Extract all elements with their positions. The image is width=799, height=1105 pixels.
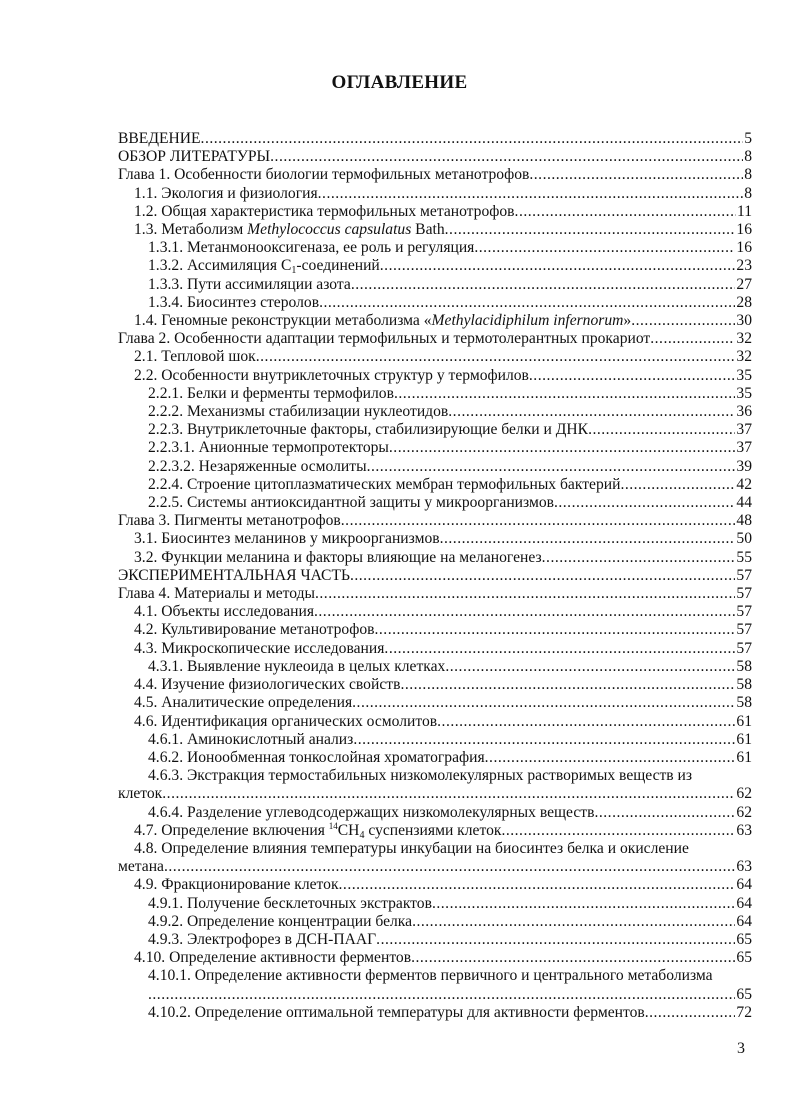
- dot-leader: [448, 403, 735, 421]
- toc-entry[interactable]: [118, 494, 752, 512]
- dot-leader: [339, 876, 736, 894]
- toc-entry[interactable]: [118, 312, 752, 330]
- toc-entry[interactable]: [118, 130, 752, 148]
- toc-entry-title: [134, 840, 689, 858]
- toc-title-segment: 4.1. Объекты исследования: [134, 603, 314, 621]
- toc-page-number: 65: [736, 985, 752, 1003]
- toc-entry[interactable]: [118, 458, 752, 476]
- table-of-contents: [118, 130, 752, 1022]
- dot-leader: [256, 348, 736, 366]
- toc-entry-title: [134, 713, 437, 731]
- toc-entry[interactable]: [118, 876, 752, 894]
- toc-title-segment: ВВЕДЕНИЕ: [118, 130, 201, 147]
- page-number: 3: [737, 1040, 745, 1057]
- toc-entry-title: [134, 621, 375, 639]
- toc-entry[interactable]: [118, 439, 752, 457]
- toc-title-segment: 1.3.4. Биосинтез стеролов: [148, 293, 320, 311]
- toc-line: [118, 1004, 752, 1022]
- toc-entry-title: [118, 330, 650, 348]
- toc-title-segment: -соединений: [296, 257, 380, 275]
- toc-entry-title: [148, 439, 389, 457]
- dot-leader: [445, 658, 735, 676]
- toc-page-number: 8: [744, 166, 752, 184]
- toc-entry-title: [134, 348, 256, 366]
- toc-line: [118, 203, 752, 221]
- toc-entry-title: [118, 585, 315, 603]
- toc-entry-title: [148, 731, 353, 749]
- dot-leader: [554, 494, 735, 512]
- toc-line: [118, 713, 752, 731]
- toc-entry-title-continuation: клеток: [118, 785, 163, 803]
- dot-leader: [631, 312, 735, 330]
- toc-page-number: 32: [736, 348, 752, 366]
- dot-leader: [440, 530, 736, 548]
- toc-line: [118, 895, 752, 913]
- toc-entry-title: [148, 458, 367, 476]
- toc-page-number: 61: [736, 748, 752, 766]
- toc-line: [118, 403, 752, 421]
- toc-title-segment: 1.2. Общая характеристика термофильных метанотрофов: [134, 202, 515, 220]
- toc-entry-title: [134, 203, 515, 221]
- toc-line: [118, 913, 752, 931]
- dot-leader: [351, 276, 736, 294]
- toc-line: [118, 731, 752, 749]
- dot-leader: [474, 239, 735, 257]
- toc-entry[interactable]: [118, 749, 752, 767]
- toc-title-segment: 1.3.3. Пути ассимиляции азота: [148, 275, 351, 293]
- toc-entry-title: [148, 913, 412, 931]
- toc-page-number: 58: [736, 676, 752, 694]
- toc-page-number: 64: [736, 912, 752, 930]
- dot-leader: [432, 895, 735, 913]
- toc-title-segment: СН: [337, 821, 360, 839]
- toc-title-segment: 4.3.1. Выявление нуклеоида в целых клетках: [148, 657, 446, 675]
- toc-line: [118, 549, 752, 567]
- toc-title-segment: 4.9.3. Электрофорез в ДСН-ПААГ: [148, 930, 377, 948]
- toc-line: [118, 330, 752, 348]
- toc-entry-title: [134, 676, 400, 694]
- toc-entry[interactable]: [118, 713, 752, 731]
- toc-title-segment: ОБЗОР ЛИТЕРАТУРЫ: [118, 148, 271, 166]
- toc-entry[interactable]: [118, 257, 752, 275]
- toc-line: [118, 276, 752, 294]
- toc-title-segment: 2.2.3.2. Незаряженные осмолиты: [148, 457, 367, 475]
- toc-page-number: 44: [736, 494, 752, 512]
- toc-title-segment: »: [623, 312, 632, 330]
- toc-page-number: 37: [736, 439, 752, 457]
- toc-title-segment: 1.3.2. Ассимиляция С: [148, 257, 292, 275]
- toc-line: [118, 367, 752, 385]
- toc-title-segment: 3.2. Функции меланина и факторы влияющие на меланогенез: [134, 548, 542, 566]
- toc-title-segment: 4.6. Идентификация органических осмолитов: [134, 712, 438, 730]
- toc-title-segment: 4.5. Аналитические определения: [134, 694, 353, 712]
- toc-line-continuation: [118, 986, 752, 1004]
- toc-page-number: 50: [736, 530, 752, 548]
- toc-title-segment: суспензиями клеток: [364, 821, 502, 839]
- toc-page-number: 11: [736, 202, 752, 220]
- toc-title-segment: 4.7. Определение включения: [134, 821, 329, 839]
- toc-entry[interactable]: [118, 276, 752, 294]
- dot-leader: [376, 931, 735, 949]
- toc-title-segment: Глава 4. Материалы и методы: [118, 585, 315, 603]
- toc-page-number: 27: [736, 275, 752, 293]
- toc-entry[interactable]: [118, 895, 752, 913]
- toc-line: [118, 530, 752, 548]
- toc-entry[interactable]: [118, 385, 752, 403]
- toc-page-number: 57: [736, 603, 752, 621]
- toc-title-segment: 1.4. Геномные реконструкции метаболизма «: [134, 312, 432, 330]
- toc-entry-title: [148, 658, 445, 676]
- dot-leader: [367, 458, 736, 476]
- dot-leader: [319, 294, 735, 312]
- toc-line: [118, 385, 752, 403]
- toc-entry-title-continuation: метана: [118, 858, 164, 876]
- toc-page-number: 64: [736, 876, 752, 894]
- toc-line: [118, 148, 752, 166]
- toc-line: [118, 949, 752, 967]
- toc-page-number: 57: [736, 639, 752, 657]
- toc-line: [118, 294, 752, 312]
- dot-leader: [341, 512, 736, 530]
- toc-page-number: 61: [736, 712, 752, 730]
- dot-leader: [529, 166, 743, 184]
- toc-line: [118, 348, 752, 366]
- dot-leader: [384, 640, 735, 658]
- toc-entry[interactable]: [118, 822, 752, 840]
- dot-leader: [529, 367, 736, 385]
- toc-entry-title: [148, 749, 485, 767]
- toc-entry[interactable]: [118, 530, 752, 548]
- toc-title-segment: 1.1. Экология и физиология: [134, 184, 318, 202]
- toc-entry-title: [148, 239, 474, 257]
- toc-line: [118, 476, 752, 494]
- dot-leader: [400, 676, 735, 694]
- toc-entry[interactable]: [118, 658, 752, 676]
- toc-entry-title: [134, 549, 542, 567]
- toc-page-number: 35: [736, 366, 752, 384]
- dot-leader: [375, 621, 736, 639]
- dot-leader: [515, 203, 736, 221]
- toc-entry[interactable]: [118, 148, 752, 166]
- toc-line: [118, 585, 752, 603]
- toc-entry-title: [134, 221, 445, 239]
- toc-entry-title: [134, 694, 352, 712]
- toc-line: [118, 621, 752, 639]
- toc-page-number: 57: [736, 566, 752, 584]
- toc-entry[interactable]: [118, 804, 752, 822]
- toc-line: [118, 257, 752, 275]
- toc-title-segment: 2.2.3.1. Анионные термопротекторы: [148, 439, 389, 457]
- toc-entry-title: [134, 530, 440, 548]
- toc-page-number: 36: [736, 403, 752, 421]
- toc-title-segment: 1.3.1. Метанмонооксигеназа, ее роль и регуляция: [148, 239, 475, 257]
- toc-title-segment: Глава 2. Особенности адаптации термофильных и термотолерантных прокариот: [118, 330, 651, 348]
- dot-leader: [353, 731, 735, 749]
- toc-entry[interactable]: [118, 185, 752, 203]
- toc-page-number: 39: [736, 457, 752, 475]
- toc-page-number: 64: [736, 894, 752, 912]
- dot-leader: [380, 257, 736, 275]
- toc-entry[interactable]: [118, 512, 752, 530]
- toc-entry-title: [134, 312, 631, 330]
- toc-page-number: 57: [736, 585, 752, 603]
- toc-line: [118, 312, 752, 330]
- dot-leader: [352, 694, 735, 712]
- toc-title-segment: 4.10.2. Определение оптимальной температуры для активности ферментов: [148, 1003, 645, 1021]
- toc-line: [118, 658, 752, 676]
- toc-entry-title: [148, 1004, 645, 1022]
- toc-entry-title: [118, 148, 270, 166]
- toc-line: [118, 512, 752, 530]
- dot-leader: [620, 476, 735, 494]
- toc-entry[interactable]: [118, 967, 752, 1003]
- toc-line: [118, 931, 752, 949]
- toc-title-segment: 2.2.5. Системы антиоксидантной защиты у микроорганизмов: [148, 494, 554, 512]
- toc-entry-title: [134, 822, 501, 840]
- toc-entry-title: [134, 185, 318, 203]
- toc-title-segment: Глава 1. Особенности биологии термофильных метанотрофов: [118, 166, 530, 184]
- toc-title-segment: 4.6.4. Разделение углеводсодержащих низкомолекулярных веществ: [148, 803, 595, 821]
- toc-page-number: 37: [736, 421, 752, 439]
- toc-line: [118, 458, 752, 476]
- toc-title-segment: 2.2.4. Строение цитоплазматических мембран термофильных бактерий: [148, 475, 621, 493]
- toc-title-segment: 4.8. Определение влияния температуры инкубации на биосинтез белка и окисление: [134, 839, 689, 857]
- toc-entry[interactable]: [118, 239, 752, 257]
- toc-page-number: 58: [736, 694, 752, 712]
- toc-title-segment: 4.9.2. Определение концентрации белка: [148, 912, 413, 930]
- toc-entry-title: [148, 421, 588, 439]
- dot-leader: [501, 822, 735, 840]
- toc-entry-title: [134, 876, 339, 894]
- toc-entry[interactable]: [118, 476, 752, 494]
- toc-page-number: 72: [736, 1003, 752, 1021]
- toc-page-number: 62: [736, 803, 752, 821]
- toc-title-segment: 4.10.1. Определение активности ферментов первичного и центрального метаболизма: [148, 967, 713, 985]
- toc-line: [118, 166, 752, 184]
- toc-title-segment: Methylococcus capsulatus: [247, 221, 412, 239]
- dot-leader: [594, 804, 735, 822]
- toc-title-segment: 2.2. Особенности внутриклеточных структур у термофилов: [134, 366, 529, 384]
- dot-leader: [394, 385, 735, 403]
- toc-line: [118, 804, 752, 822]
- toc-entry-title: [148, 931, 376, 949]
- dot-leader: [314, 603, 735, 621]
- toc-entry[interactable]: [118, 221, 752, 239]
- toc-title-segment: Глава 3. Пигменты метанотрофов: [118, 512, 341, 530]
- toc-entry[interactable]: [118, 203, 752, 221]
- dot-leader: [148, 986, 735, 1004]
- toc-entry[interactable]: [118, 421, 752, 439]
- toc-entry-title: [148, 257, 380, 275]
- toc-line: [118, 749, 752, 767]
- toc-entry[interactable]: [118, 585, 752, 603]
- toc-title-segment: 4.9.1. Получение бесклеточных экстрактов: [148, 894, 432, 912]
- toc-entry-title: [148, 403, 448, 421]
- toc-entry[interactable]: [118, 567, 752, 585]
- toc-entry-title: [148, 276, 351, 294]
- toc-entry[interactable]: [118, 603, 752, 621]
- dot-leader: [411, 949, 735, 967]
- toc-page-number: 57: [736, 621, 752, 639]
- dot-leader: [650, 330, 735, 348]
- toc-line: [118, 840, 752, 858]
- toc-line: [118, 494, 752, 512]
- page-title: ОГЛАВЛЕНИЕ: [331, 72, 468, 93]
- toc-title-segment: 4.2. Культивирование метанотрофов: [134, 621, 375, 639]
- dot-leader: [445, 221, 736, 239]
- dot-leader: [164, 858, 735, 876]
- toc-line: [118, 822, 752, 840]
- toc-entry[interactable]: [118, 694, 752, 712]
- toc-page-number: 16: [736, 221, 752, 239]
- toc-entry-title: [118, 567, 350, 585]
- toc-entry[interactable]: [118, 348, 752, 366]
- toc-entry[interactable]: [118, 403, 752, 421]
- toc-entry[interactable]: [118, 621, 752, 639]
- toc-entry[interactable]: [118, 1004, 752, 1022]
- dot-leader: [485, 749, 736, 767]
- toc-line: [118, 221, 752, 239]
- toc-entry-title: [118, 130, 201, 148]
- dot-leader: [389, 439, 736, 457]
- toc-entry-title: [118, 512, 341, 530]
- toc-line: [118, 967, 752, 985]
- toc-entry-title: [148, 476, 620, 494]
- toc-page-number: 8: [744, 184, 752, 202]
- toc-title-segment: 4.9. Фракционирование клеток: [134, 876, 339, 894]
- toc-page-number: 42: [736, 475, 752, 493]
- toc-title-segment: Bath: [411, 221, 445, 239]
- toc-page-number: 48: [736, 512, 752, 530]
- toc-line: [118, 567, 752, 585]
- toc-title-segment: 1.3. Метаболизм: [134, 221, 248, 239]
- toc-entry-title: [134, 949, 411, 967]
- toc-entry-title: [148, 967, 713, 985]
- toc-title-segment: 4.10. Определение активности ферментов: [134, 949, 412, 967]
- dot-leader: [270, 148, 743, 166]
- toc-page-number: 61: [736, 730, 752, 748]
- dot-leader: [588, 421, 735, 439]
- dot-leader: [542, 549, 736, 567]
- dot-leader: [201, 130, 744, 148]
- toc-title-segment: 1: [291, 265, 297, 277]
- toc-entry-title: [148, 294, 319, 312]
- toc-title-segment: 4: [359, 829, 365, 841]
- toc-page-number: 32: [736, 330, 752, 348]
- toc-line-continuation: [118, 858, 752, 876]
- toc-page-number: 63: [736, 821, 752, 839]
- toc-entry[interactable]: [118, 676, 752, 694]
- dot-leader: [412, 913, 735, 931]
- toc-line: [118, 640, 752, 658]
- toc-title-segment: 2.1. Тепловой шок: [134, 348, 256, 366]
- toc-page-number: 63: [736, 858, 752, 876]
- toc-page-number: 8: [744, 148, 752, 166]
- toc-line: [118, 694, 752, 712]
- dot-leader: [318, 185, 744, 203]
- toc-entry[interactable]: [118, 913, 752, 931]
- toc-title-segment: 4.6.3. Экстракция термостабильных низкомолекулярных растворимых веществ из: [148, 767, 693, 785]
- toc-entry[interactable]: [118, 640, 752, 658]
- dot-leader: [645, 1004, 736, 1022]
- toc-entry-title: [134, 640, 384, 658]
- toc-title-segment: ЭКСПЕРИМЕНТАЛЬНАЯ ЧАСТЬ: [118, 566, 350, 584]
- toc-entry[interactable]: [118, 166, 752, 184]
- toc-title-segment: 4.6.1. Аминокислотный анализ: [148, 730, 354, 748]
- toc-entry[interactable]: [118, 931, 752, 949]
- toc-entry-title: [148, 385, 394, 403]
- toc-entry-title: [134, 603, 314, 621]
- toc-entry[interactable]: [118, 731, 752, 749]
- toc-title-segment: 14: [328, 820, 338, 831]
- toc-entry[interactable]: [118, 840, 752, 876]
- toc-page-number: 55: [736, 548, 752, 566]
- dot-leader: [162, 785, 735, 803]
- toc-entry-title: [148, 767, 692, 785]
- toc-page-number: 28: [736, 293, 752, 311]
- toc-line-continuation: [118, 785, 752, 803]
- toc-title-segment: 4.4. Изучение физиологических свойств: [134, 676, 401, 694]
- toc-page-number: 30: [736, 312, 752, 330]
- toc-title-segment: 2.2.1. Белки и ферменты термофилов: [148, 384, 394, 402]
- toc-entry[interactable]: [118, 767, 752, 803]
- toc-page-number: 58: [736, 657, 752, 675]
- dot-leader: [437, 713, 735, 731]
- toc-entry-title: [148, 494, 554, 512]
- toc-line: [118, 767, 752, 785]
- toc-entry[interactable]: [118, 949, 752, 967]
- toc-title-segment: 4.3. Микроскопические исследования: [134, 639, 385, 657]
- toc-page-number: 65: [736, 930, 752, 948]
- toc-entry[interactable]: [118, 549, 752, 567]
- toc-title-segment: 3.1. Биосинтез меланинов у микроорганизмов: [134, 530, 440, 548]
- toc-page-number: 16: [736, 239, 752, 257]
- toc-page-number: 35: [736, 384, 752, 402]
- toc-page-number: 23: [736, 257, 752, 275]
- toc-entry-title: [148, 804, 594, 822]
- toc-line: [118, 603, 752, 621]
- toc-entry-title: [118, 166, 529, 184]
- toc-title-segment: 2.2.2. Механизмы стабилизации нуклеотидов: [148, 403, 449, 421]
- toc-line: [118, 239, 752, 257]
- dot-leader: [350, 567, 735, 585]
- toc-page-number: 62: [736, 785, 752, 803]
- toc-line: [118, 439, 752, 457]
- toc-page-number: 65: [736, 949, 752, 967]
- toc-title-segment: 4.6.2. Ионообменная тонкослойная хроматография: [148, 748, 485, 766]
- toc-line: [118, 876, 752, 894]
- toc-entry[interactable]: [118, 367, 752, 385]
- toc-entry[interactable]: [118, 330, 752, 348]
- toc-entry[interactable]: [118, 294, 752, 312]
- toc-line: [118, 130, 752, 148]
- dot-leader: [315, 585, 735, 603]
- toc-line: [118, 421, 752, 439]
- toc-page-number: 5: [744, 130, 752, 147]
- toc-title-segment: Methylacidiphilum infernorum: [431, 312, 624, 330]
- toc-line: [118, 185, 752, 203]
- toc-entry-title: [134, 367, 529, 385]
- toc-line: [118, 676, 752, 694]
- toc-entry-title: [148, 895, 432, 913]
- toc-title-segment: 2.2.3. Внутриклеточные факторы, стабилизирующие белки и ДНК: [148, 421, 589, 439]
